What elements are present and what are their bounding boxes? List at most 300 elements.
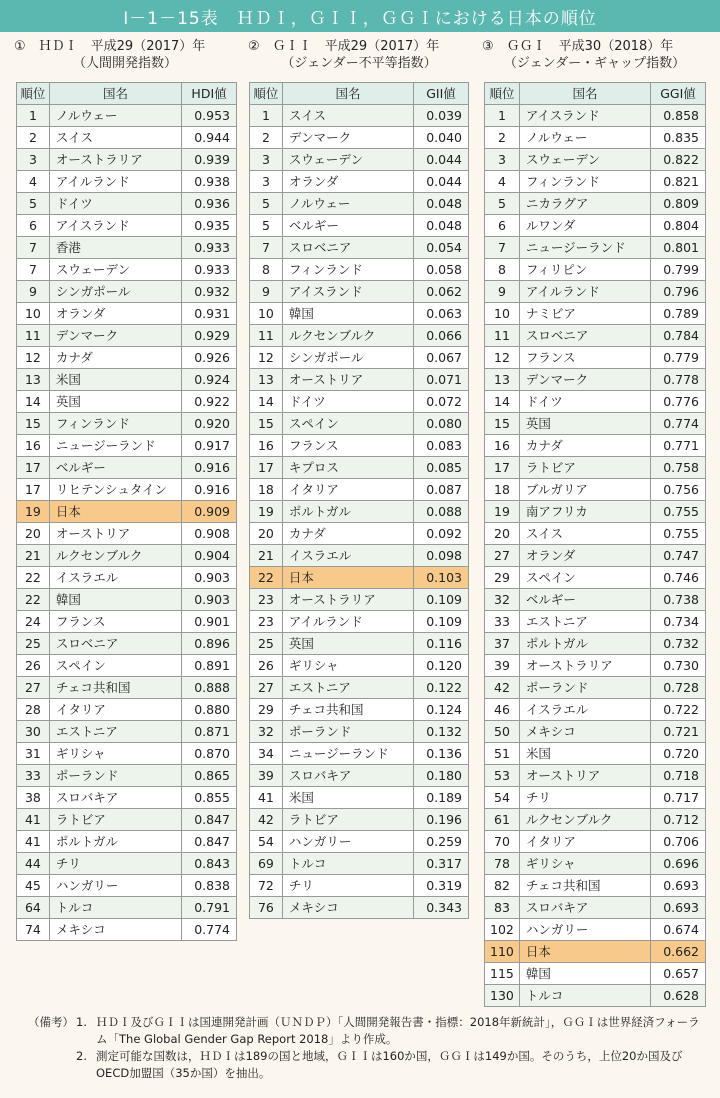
rank-cell: 27 (485, 545, 520, 567)
rank-cell: 30 (17, 721, 50, 743)
hdi-block (14, 38, 236, 937)
country-cell: メキシコ (519, 721, 650, 743)
table-row (485, 259, 706, 281)
table-row (17, 545, 237, 567)
rank-cell: 4 (17, 171, 50, 193)
country-cell: アイルランド (49, 171, 181, 193)
rank-cell: 102 (485, 919, 520, 941)
table-row (250, 809, 469, 831)
country-cell: ポルトガル (282, 501, 413, 523)
rank-cell: 19 (250, 501, 283, 523)
rank-cell: 41 (17, 809, 50, 831)
country-cell: スイス (519, 523, 650, 545)
rank-cell: 70 (485, 831, 520, 853)
country-cell: オーストラリア (519, 655, 650, 677)
table-row (250, 413, 469, 435)
country-cell: 日本 (282, 567, 413, 589)
rank-cell: 26 (17, 655, 50, 677)
table-row (485, 963, 706, 985)
value-cell: 0.779 (651, 347, 706, 369)
country-cell: スイス (282, 105, 413, 127)
rank-header: 順位 (250, 83, 283, 105)
rank-cell: 12 (17, 347, 50, 369)
table-row (17, 391, 237, 413)
value-cell: 0.696 (651, 853, 706, 875)
rank-cell: 10 (17, 303, 50, 325)
table-row (250, 545, 469, 567)
value-cell: 0.924 (182, 369, 237, 391)
value-cell: 0.718 (651, 765, 706, 787)
country-cell: チェコ共和国 (282, 699, 413, 721)
value-cell: 0.822 (651, 149, 706, 171)
rank-cell: 53 (485, 765, 520, 787)
table-row (17, 787, 237, 809)
country-cell: エストニア (49, 721, 181, 743)
gii-title: ② ＧＩＩ 平成29（2017）年 (248, 39, 440, 54)
rank-cell: 83 (485, 897, 520, 919)
rank-cell: 24 (17, 611, 50, 633)
country-cell: イタリア (49, 699, 181, 721)
value-cell: 0.938 (182, 171, 237, 193)
country-cell: ニュージーランド (519, 237, 650, 259)
rank-cell: 11 (485, 325, 520, 347)
rank-cell: 115 (485, 963, 520, 985)
country-cell: ルワンダ (519, 215, 650, 237)
rank-cell: 19 (485, 501, 520, 523)
table-row (250, 853, 469, 875)
value-cell: 0.039 (414, 105, 469, 127)
country-cell: スロベニア (282, 237, 413, 259)
value-cell: 0.734 (651, 611, 706, 633)
table-row (250, 105, 469, 127)
value-cell: 0.933 (182, 237, 237, 259)
value-cell: 0.071 (414, 369, 469, 391)
country-cell: オーストリア (519, 765, 650, 787)
rank-cell: 10 (485, 303, 520, 325)
table-row (485, 501, 706, 523)
rank-cell: 33 (17, 765, 50, 787)
table-row (250, 215, 469, 237)
table-row (17, 633, 237, 655)
country-cell: ベルギー (519, 589, 650, 611)
country-cell: ポルトガル (519, 633, 650, 655)
rank-cell: 6 (17, 215, 50, 237)
country-cell: アイスランド (519, 105, 650, 127)
table-row (485, 127, 706, 149)
note-text: 測定可能な国数は，ＨＤＩは189の国と地域，ＧＩＩは160か国，ＧＧＩは149か国。そのうち，上位20か国及びOECD加盟国（35か国）を抽出。 (96, 1049, 683, 1080)
table-row (250, 501, 469, 523)
table-row (485, 765, 706, 787)
rank-cell: 41 (17, 831, 50, 853)
rank-cell: 13 (17, 369, 50, 391)
country-cell: ハンガリー (519, 919, 650, 941)
rank-cell: 2 (17, 127, 50, 149)
value-cell: 0.916 (182, 457, 237, 479)
value-cell: 0.189 (414, 787, 469, 809)
country-cell: 韓国 (282, 303, 413, 325)
country-cell: メキシコ (49, 919, 181, 941)
country-cell: 英国 (49, 391, 181, 413)
ggi-subtitle: （ジェンダー・ギャップ指数） (503, 56, 686, 71)
table-row (250, 391, 469, 413)
country-cell: 米国 (519, 743, 650, 765)
rank-cell: 16 (250, 435, 283, 457)
value-cell: 0.132 (414, 721, 469, 743)
rank-cell: 9 (17, 281, 50, 303)
country-cell: カナダ (282, 523, 413, 545)
table-row (17, 171, 237, 193)
value-cell: 0.746 (651, 567, 706, 589)
rank-cell: 64 (17, 897, 50, 919)
value-cell: 0.136 (414, 743, 469, 765)
table-row (17, 501, 237, 523)
country-cell: ポルトガル (49, 831, 181, 853)
value-cell: 0.847 (182, 831, 237, 853)
country-cell: 南アフリカ (519, 501, 650, 523)
value-cell: 0.120 (414, 655, 469, 677)
rank-cell: 27 (250, 677, 283, 699)
value-cell: 0.896 (182, 633, 237, 655)
table-row (485, 611, 706, 633)
rank-cell: 42 (485, 677, 520, 699)
country-cell: ギリシャ (282, 655, 413, 677)
table-row (250, 787, 469, 809)
country-cell: フィリピン (519, 259, 650, 281)
value-cell: 0.098 (414, 545, 469, 567)
country-cell: 日本 (49, 501, 181, 523)
rank-cell: 20 (250, 523, 283, 545)
country-cell: キプロス (282, 457, 413, 479)
rank-cell: 7 (17, 237, 50, 259)
table-row (17, 567, 237, 589)
rank-cell: 22 (17, 589, 50, 611)
table-row (17, 875, 237, 897)
country-cell: フランス (519, 347, 650, 369)
rank-cell: 13 (485, 369, 520, 391)
country-cell: トルコ (49, 897, 181, 919)
table-row (485, 193, 706, 215)
value-cell: 0.080 (414, 413, 469, 435)
table-row (485, 699, 706, 721)
country-cell: ギリシャ (519, 853, 650, 875)
hdi-title: ① ＨＤＩ 平成29（2017）年 (14, 39, 206, 54)
value-cell: 0.888 (182, 677, 237, 699)
country-cell: イタリア (282, 479, 413, 501)
table-row (485, 435, 706, 457)
rank-cell: 4 (485, 171, 520, 193)
value-header: GII値 (414, 83, 469, 105)
rank-cell: 5 (250, 215, 283, 237)
hdi-table (16, 82, 237, 941)
value-cell: 0.936 (182, 193, 237, 215)
note-number: 2. (76, 1049, 87, 1063)
country-cell: アイスランド (49, 215, 181, 237)
value-cell: 0.044 (414, 171, 469, 193)
country-cell: フィンランド (282, 259, 413, 281)
table-row (17, 193, 237, 215)
rank-cell: 29 (250, 699, 283, 721)
country-cell: スロバキア (282, 765, 413, 787)
table-row (485, 787, 706, 809)
value-cell: 0.784 (651, 325, 706, 347)
value-header: GGI値 (651, 83, 706, 105)
table-row (17, 325, 237, 347)
value-cell: 0.109 (414, 589, 469, 611)
country-cell: スロバキア (49, 787, 181, 809)
ggi-table (484, 82, 706, 1007)
rank-cell: 41 (250, 787, 283, 809)
rank-header: 順位 (17, 83, 50, 105)
table-row (17, 809, 237, 831)
value-cell: 0.858 (651, 105, 706, 127)
table-row (485, 655, 706, 677)
rank-cell: 23 (250, 589, 283, 611)
country-cell: チェコ共和国 (49, 677, 181, 699)
country-cell: デンマーク (519, 369, 650, 391)
rank-cell: 2 (250, 127, 283, 149)
notes (28, 1014, 708, 1082)
country-cell: アイスランド (282, 281, 413, 303)
rank-cell: 12 (485, 347, 520, 369)
rank-cell: 39 (250, 765, 283, 787)
table-row (485, 457, 706, 479)
table-row (485, 413, 706, 435)
country-cell: ノルウェー (519, 127, 650, 149)
table-row (485, 545, 706, 567)
rank-cell: 29 (485, 567, 520, 589)
table-row (250, 875, 469, 897)
table-row (485, 919, 706, 941)
table-row (250, 589, 469, 611)
rank-cell: 27 (17, 677, 50, 699)
value-cell: 0.317 (414, 853, 469, 875)
country-cell: フィンランド (519, 171, 650, 193)
gii-heading (248, 38, 470, 72)
country-cell: ベルギー (49, 457, 181, 479)
value-cell: 0.944 (182, 127, 237, 149)
value-cell: 0.871 (182, 721, 237, 743)
country-cell: 日本 (519, 941, 650, 963)
rank-cell: 31 (17, 743, 50, 765)
country-cell: ルクセンブルク (282, 325, 413, 347)
value-cell: 0.319 (414, 875, 469, 897)
country-cell: エストニア (282, 677, 413, 699)
rank-cell: 33 (485, 611, 520, 633)
value-cell: 0.922 (182, 391, 237, 413)
rank-cell: 16 (485, 435, 520, 457)
table-row (250, 281, 469, 303)
table-row (485, 941, 706, 963)
country-cell: スウェーデン (49, 259, 181, 281)
country-cell: ニュージーランド (49, 435, 181, 457)
value-cell: 0.909 (182, 501, 237, 523)
value-cell: 0.926 (182, 347, 237, 369)
ggi-title: ③ ＧＧＩ 平成30（2018）年 (482, 39, 674, 54)
table-row (17, 281, 237, 303)
value-cell: 0.124 (414, 699, 469, 721)
value-cell: 0.821 (651, 171, 706, 193)
value-cell: 0.838 (182, 875, 237, 897)
country-cell: フランス (49, 611, 181, 633)
value-cell: 0.953 (182, 105, 237, 127)
country-cell: ルクセンブルク (49, 545, 181, 567)
table-row (485, 721, 706, 743)
country-cell: ドイツ (519, 391, 650, 413)
table-row (485, 567, 706, 589)
country-cell: チェコ共和国 (519, 875, 650, 897)
value-cell: 0.933 (182, 259, 237, 281)
rank-cell: 3 (17, 149, 50, 171)
rank-cell: 23 (250, 611, 283, 633)
value-cell: 0.088 (414, 501, 469, 523)
country-cell: ノルウェー (49, 105, 181, 127)
country-cell: リヒテンシュタイン (49, 479, 181, 501)
rank-cell: 11 (17, 325, 50, 347)
table-row (250, 897, 469, 919)
rank-cell: 69 (250, 853, 283, 875)
rank-cell: 15 (250, 413, 283, 435)
value-cell: 0.259 (414, 831, 469, 853)
table-row (250, 633, 469, 655)
country-cell: スペイン (519, 567, 650, 589)
rank-cell: 20 (485, 523, 520, 545)
table-row (250, 303, 469, 325)
value-cell: 0.917 (182, 435, 237, 457)
rank-cell: 9 (485, 281, 520, 303)
rank-cell: 14 (250, 391, 283, 413)
rank-cell: 6 (485, 215, 520, 237)
country-cell: イタリア (519, 831, 650, 853)
value-cell: 0.066 (414, 325, 469, 347)
value-cell: 0.072 (414, 391, 469, 413)
value-cell: 0.196 (414, 809, 469, 831)
rank-cell: 1 (250, 105, 283, 127)
value-cell: 0.901 (182, 611, 237, 633)
table-row (485, 853, 706, 875)
country-cell: ナミビア (519, 303, 650, 325)
value-cell: 0.674 (651, 919, 706, 941)
value-cell: 0.801 (651, 237, 706, 259)
country-cell: ポーランド (282, 721, 413, 743)
gii-block (248, 38, 470, 915)
country-cell: ニュージーランド (282, 743, 413, 765)
value-cell: 0.116 (414, 633, 469, 655)
country-cell: チリ (519, 787, 650, 809)
value-cell: 0.865 (182, 765, 237, 787)
value-cell: 0.891 (182, 655, 237, 677)
country-cell: オランダ (282, 171, 413, 193)
value-cell: 0.083 (414, 435, 469, 457)
rank-cell: 39 (485, 655, 520, 677)
rank-cell: 25 (250, 633, 283, 655)
value-cell: 0.063 (414, 303, 469, 325)
country-cell: スイス (49, 127, 181, 149)
rank-cell: 17 (17, 479, 50, 501)
country-cell: ドイツ (49, 193, 181, 215)
table-row (485, 391, 706, 413)
country-cell: ドイツ (282, 391, 413, 413)
table-row (250, 347, 469, 369)
rank-cell: 130 (485, 985, 520, 1007)
table-row (17, 127, 237, 149)
value-cell: 0.776 (651, 391, 706, 413)
rank-cell: 50 (485, 721, 520, 743)
rank-header: 順位 (485, 83, 520, 105)
country-cell: メキシコ (282, 897, 413, 919)
value-cell: 0.722 (651, 699, 706, 721)
value-cell: 0.804 (651, 215, 706, 237)
note-number: 1. (76, 1015, 87, 1029)
rank-cell: 51 (485, 743, 520, 765)
rank-cell: 17 (485, 457, 520, 479)
table-row (17, 237, 237, 259)
rank-cell: 42 (250, 809, 283, 831)
table-row (485, 523, 706, 545)
value-cell: 0.738 (651, 589, 706, 611)
country-cell: ルクセンブルク (519, 809, 650, 831)
value-cell: 0.870 (182, 743, 237, 765)
notes-label: （備考） (28, 1015, 74, 1029)
value-cell: 0.085 (414, 457, 469, 479)
value-cell: 0.843 (182, 853, 237, 875)
table-row (485, 589, 706, 611)
country-cell: 英国 (519, 413, 650, 435)
gii-subtitle: （ジェンダー不平等指数） (281, 56, 437, 71)
value-cell: 0.343 (414, 897, 469, 919)
table-row (485, 303, 706, 325)
ggi-block (482, 38, 707, 1003)
value-cell: 0.747 (651, 545, 706, 567)
table-row (17, 259, 237, 281)
table-row (250, 743, 469, 765)
table-row (17, 105, 237, 127)
country-header: 国名 (282, 83, 413, 105)
country-cell: ノルウェー (282, 193, 413, 215)
country-cell: ギリシャ (49, 743, 181, 765)
value-cell: 0.789 (651, 303, 706, 325)
rank-cell: 54 (250, 831, 283, 853)
table-row (250, 259, 469, 281)
value-cell: 0.730 (651, 655, 706, 677)
rank-cell: 12 (250, 347, 283, 369)
rank-cell: 28 (17, 699, 50, 721)
value-header: HDI値 (182, 83, 237, 105)
page-title: Ⅰ－1－15表 ＨＤＩ，ＧＩＩ，ＧＧＩにおける日本の順位 (0, 0, 720, 32)
value-cell: 0.755 (651, 501, 706, 523)
table-row (17, 765, 237, 787)
ggi-heading (482, 38, 707, 72)
country-cell: オーストラリア (49, 149, 181, 171)
rank-cell: 8 (485, 259, 520, 281)
country-cell: イスラエル (519, 699, 650, 721)
rank-cell: 14 (17, 391, 50, 413)
table-header-row (17, 83, 237, 105)
country-cell: スペイン (49, 655, 181, 677)
country-cell: 米国 (282, 787, 413, 809)
table-row (250, 237, 469, 259)
table-row (17, 655, 237, 677)
country-cell: ポーランド (519, 677, 650, 699)
table-row (485, 809, 706, 831)
value-cell: 0.774 (182, 919, 237, 941)
value-cell: 0.712 (651, 809, 706, 831)
country-cell: エストニア (519, 611, 650, 633)
rank-cell: 22 (17, 567, 50, 589)
country-cell: ラトビア (519, 457, 650, 479)
country-cell: デンマーク (282, 127, 413, 149)
country-cell: チリ (49, 853, 181, 875)
country-cell: オーストラリア (282, 589, 413, 611)
